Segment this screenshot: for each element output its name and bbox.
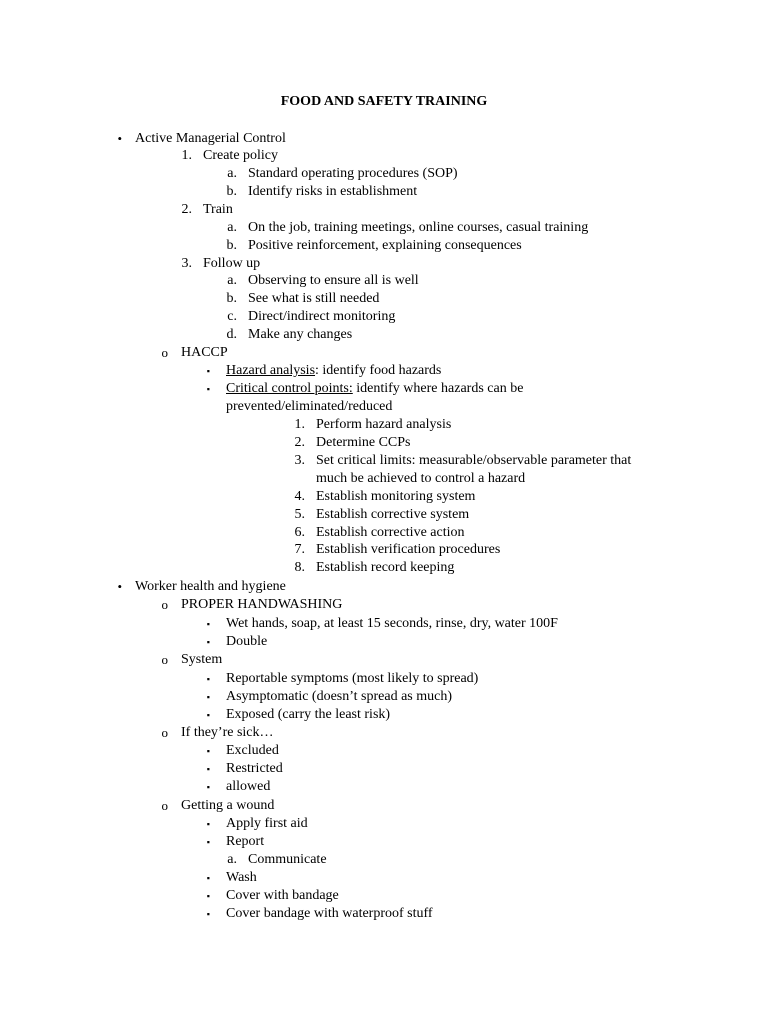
list-item-first-aid: Apply first aid	[226, 816, 308, 831]
list-item-reportable: Reportable symptoms (most likely to spread)	[226, 671, 479, 686]
list-item-follow-up: Follow up	[203, 256, 261, 271]
list-item-allowed: allowed	[226, 779, 271, 794]
list-item-observing: Observing to ensure all is well	[248, 273, 419, 288]
list-item-exposed: Exposed (carry the least risk)	[226, 707, 391, 722]
haccp-step: Determine CCPs	[316, 435, 411, 450]
haccp-step: Perform hazard analysis	[316, 417, 452, 432]
bullet-square: ▪	[206, 764, 210, 774]
list-item-excluded: Excluded	[226, 743, 279, 758]
list-item-ccp	[226, 380, 523, 398]
list-item-haccp: HACCP	[181, 345, 228, 360]
list-number: 3.	[181, 256, 192, 271]
list-letter: d.	[226, 327, 237, 342]
bullet-square: ▪	[206, 366, 210, 376]
haccp-step: Establish monitoring system	[316, 489, 476, 504]
list-item-system: System	[181, 652, 223, 667]
list-item-handwashing: PROPER HANDWASHING	[181, 597, 343, 612]
list-item-cover-waterproof: Cover bandage with waterproof stuff	[226, 906, 433, 921]
list-number: 4.	[294, 489, 305, 504]
list-item-on-the-job: On the job, training meetings, online courses, casual training	[248, 220, 589, 235]
list-item-make-changes: Make any changes	[248, 327, 353, 342]
bullet-square: ▪	[206, 674, 210, 684]
list-letter: a.	[227, 220, 237, 235]
haccp-step: Establish record keeping	[316, 560, 455, 575]
list-number: 2.	[181, 202, 192, 217]
bullet-square: ▪	[206, 619, 210, 629]
list-item-wound: Getting a wound	[181, 798, 275, 813]
bullet-square: ▪	[206, 384, 210, 394]
bullet-square: ▪	[206, 891, 210, 901]
list-letter: a.	[227, 166, 237, 181]
list-item-double: Double	[226, 634, 268, 649]
bullet-circle: o	[161, 798, 168, 813]
bullet-square: ▪	[206, 873, 210, 883]
document-title: FOOD AND SAFETY TRAINING	[280, 94, 488, 109]
list-letter: a.	[227, 852, 237, 867]
haccp-step: Establish corrective action	[316, 525, 465, 540]
list-number: 2.	[294, 435, 305, 450]
list-item-see-what: See what is still needed	[248, 291, 380, 306]
list-item-direct: Direct/indirect monitoring	[248, 309, 396, 324]
ccp-definition: identify where hazards can be	[352, 381, 524, 396]
section-heading-whh: Worker health and hygiene	[135, 579, 286, 594]
bullet-square: ▪	[206, 692, 210, 702]
list-item-asymptomatic: Asymptomatic (doesn’t spread as much)	[226, 689, 453, 704]
haccp-step: Set critical limits: measurable/observable parameter that	[316, 453, 632, 468]
bullet-circle: o	[161, 597, 168, 612]
list-number: 1.	[181, 148, 192, 163]
list-item-restricted: Restricted	[226, 761, 283, 776]
term-hazard-analysis: Hazard analysis	[226, 363, 316, 378]
bullet-square: ▪	[206, 837, 210, 847]
list-item-report: Report	[226, 834, 265, 849]
haccp-step: Establish corrective system	[316, 507, 470, 522]
bullet-circle: o	[161, 345, 168, 360]
bullet-disc: •	[117, 579, 122, 594]
list-number: 8.	[294, 560, 305, 575]
hazard-analysis-definition: : identify food hazards	[315, 363, 442, 378]
list-item-sop: Standard operating procedures (SOP)	[248, 166, 458, 181]
list-letter: b.	[226, 238, 237, 253]
list-number: 7.	[294, 542, 305, 557]
bullet-square: ▪	[206, 819, 210, 829]
bullet-square: ▪	[206, 746, 210, 756]
term-ccp: Critical control points:	[226, 381, 353, 396]
bullet-disc: •	[117, 131, 122, 146]
list-letter: b.	[226, 291, 237, 306]
list-item-cover: Cover with bandage	[226, 888, 339, 903]
haccp-step: Establish verification procedures	[316, 542, 501, 557]
list-number: 3.	[294, 453, 305, 468]
bullet-square: ▪	[206, 782, 210, 792]
list-item-if-sick: If they’re sick…	[181, 725, 274, 740]
list-item-identify-risks: Identify risks in establishment	[248, 184, 418, 199]
list-item-create-policy: Create policy	[203, 148, 279, 163]
list-number: 6.	[294, 525, 305, 540]
section-heading-amc: Active Managerial Control	[135, 131, 286, 146]
haccp-step-continued: much be achieved to control a hazard	[316, 471, 526, 486]
list-item-communicate: Communicate	[248, 852, 327, 867]
list-letter: c.	[227, 309, 237, 324]
list-letter: a.	[227, 273, 237, 288]
list-letter: b.	[226, 184, 237, 199]
list-number: 1.	[294, 417, 305, 432]
bullet-square: ▪	[206, 909, 210, 919]
list-item-wet-hands: Wet hands, soap, at least 15 seconds, rinse, dry, water 100F	[226, 616, 558, 631]
list-item-wash: Wash	[226, 870, 257, 885]
bullet-square: ▪	[206, 637, 210, 647]
list-item-positive: Positive reinforcement, explaining consequences	[248, 238, 522, 253]
list-number: 5.	[294, 507, 305, 522]
list-item-hazard-analysis	[226, 362, 441, 380]
bullet-circle: o	[161, 652, 168, 667]
list-item-train: Train	[203, 202, 233, 217]
ccp-definition-continued: prevented/eliminated/reduced	[226, 399, 393, 414]
bullet-circle: o	[161, 725, 168, 740]
bullet-square: ▪	[206, 710, 210, 720]
